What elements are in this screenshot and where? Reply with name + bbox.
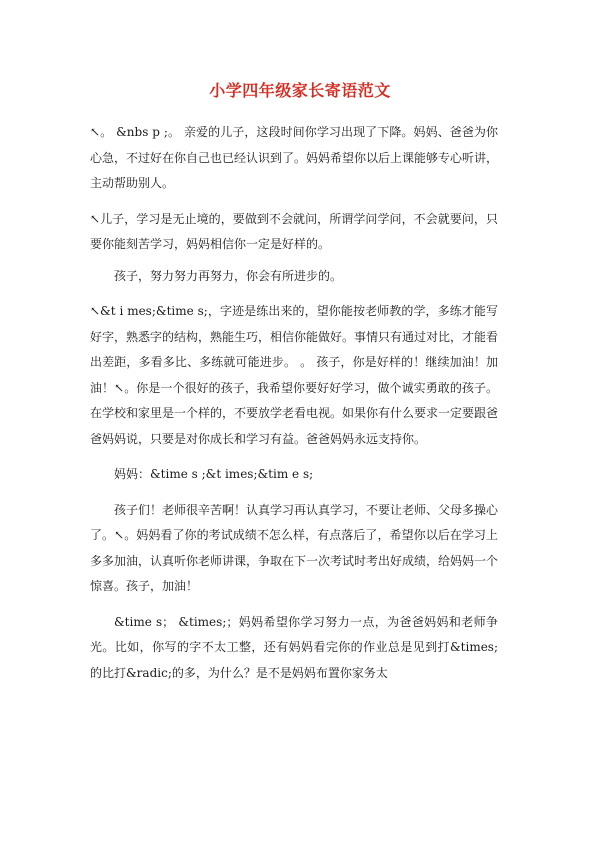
paragraph-3: 孩子，努力努力再努力，你会有所进步的。 — [114, 268, 343, 283]
document-body — [90, 120, 498, 696]
paragraph-5: 妈妈：&time s ;&t imes;&tim e s; — [114, 467, 314, 481]
paragraph-1: ↖。 &nbs p ;。 亲爱的儿子，这段时间你学习出现了下降。妈妈、爸爸为你心急，不过好在你自己也已经认识到了。妈妈希望你以后上课能够专心听讲，主动帮助别人。 — [90, 125, 499, 190]
paragraph-6: 孩子们！老师很辛苦啊！认真学习再认真学习，不要让老师、父母多操心了。↖。妈妈看了你的考试成绩不怎么样，有点落后了，希望你以后在学习上多多加油，认真听你老师讲课，争取在下一次考试时考出好成绩，给妈妈一个惊喜。孩子，加油！ — [90, 502, 499, 593]
paragraph-2: ↖儿子，学习是无止境的，要做到不会就问，所谓学问学问，不会就要问，只要你能刻苦学习，妈妈相信你一定是好样的。 — [90, 211, 498, 251]
document-title: 小学四年级家长寄语范文 — [209, 81, 391, 100]
paragraph-4: ↖&t i mes;&time s;，字迹是练出来的，望你能按老师教的学，多练才能写好字，熟悉字的结构，熟能生巧，相信你能做好。事情只有通过对比，才能看出差距，多看多比、多练就可能进步。 。 孩子，你是好样的！继续加油！加油！↖。你是一个很好的孩子，我希望你要好好学习，做个诚实勇敢的孩子。在学校和家里是一个样的，不要放学老看电视。如果你有什么要求一定要跟爸爸妈妈说，只要是对你成长和学习有益。爸爸妈妈永远支持你。 — [90, 304, 499, 446]
paragraph-7: &time s； &times;；妈妈希望你学习努力一点，为爸爸妈妈和老师争光。比如，你写的字不太工整，还有妈妈看完你的作业总是见到打&times;的比打&radic;的多，为什么？是不是妈妈布置你家务太 — [90, 614, 498, 680]
